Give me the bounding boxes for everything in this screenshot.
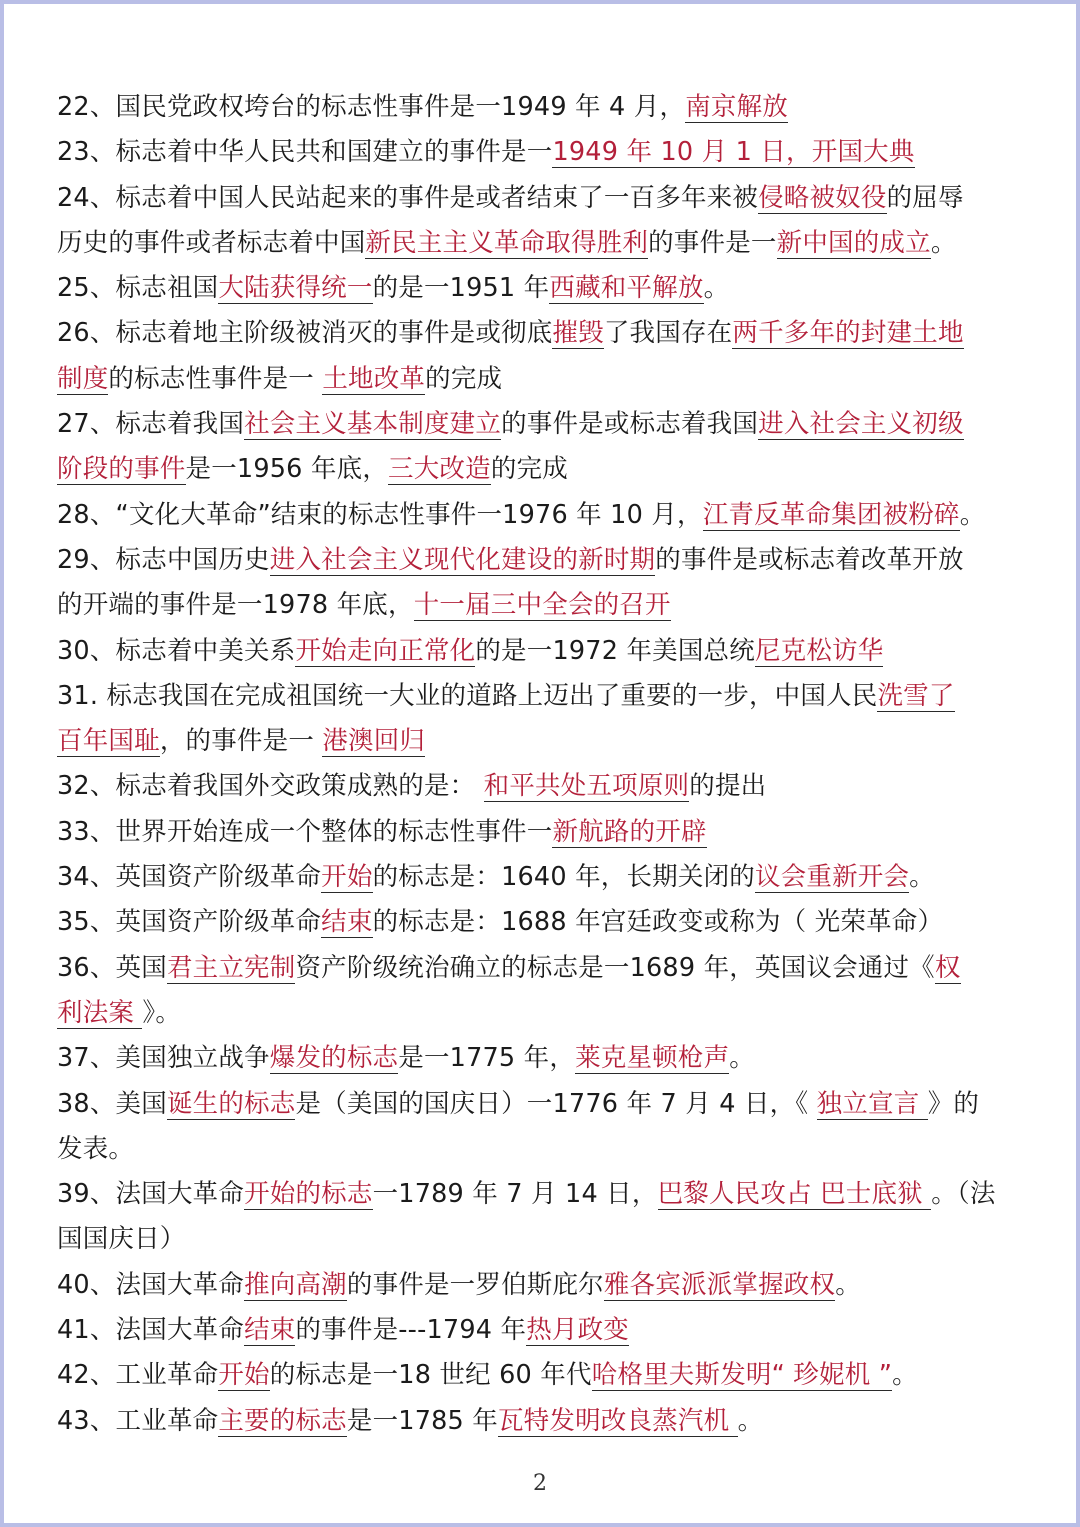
line-text: 的标志是一18 世纪 60 年代 bbox=[269, 1360, 592, 1391]
line-text: 的事件是一 bbox=[648, 227, 777, 258]
highlighted-answer: 雅各宾派派掌握政权 bbox=[603, 1269, 836, 1300]
page-number: 2 bbox=[533, 1471, 547, 1496]
highlighted-answer: 巴黎人民攻占 巴士底狱 bbox=[657, 1179, 932, 1210]
highlighted-answer: 推向高潮 bbox=[244, 1269, 347, 1300]
line-text: ，的事件是一 bbox=[159, 726, 323, 757]
line-text: 历史的事件或者标志着中国 bbox=[57, 227, 366, 258]
text-line bbox=[57, 85, 1037, 130]
text-line bbox=[57, 1353, 1037, 1398]
highlighted-answer: 开始走向正常化 bbox=[295, 635, 476, 666]
line-text: 的事件是一罗伯斯庇尔 bbox=[346, 1269, 604, 1300]
line-text: 23、标志着中华人民共和国建立的事件是一 bbox=[57, 137, 553, 168]
highlighted-answer: 江青反革命集团被粉碎 bbox=[702, 499, 960, 530]
highlighted-answer: 开始 bbox=[218, 1360, 270, 1391]
line-text: 25、标志祖国 bbox=[57, 273, 219, 304]
line-text: 43、工业革命 bbox=[57, 1405, 219, 1436]
highlighted-answer: 莱克星顿枪声 bbox=[575, 1043, 730, 1074]
highlighted-answer: 港澳回归 bbox=[322, 726, 426, 757]
text-line bbox=[57, 719, 1037, 764]
line-text: 33、世界开始连成一个整体的标志性事件一 bbox=[57, 816, 553, 847]
text-line bbox=[57, 357, 1037, 402]
highlighted-answer: 利法案 bbox=[57, 997, 143, 1028]
text-line bbox=[57, 402, 1037, 447]
line-text: 的标志性事件是一 bbox=[108, 363, 323, 394]
line-text: 》。 bbox=[142, 997, 182, 1028]
line-text: 。（法 bbox=[931, 1179, 996, 1210]
highlighted-answer: 新航路的开辟 bbox=[552, 816, 707, 847]
line-text: 26、标志着地主阶级被消灭的事件是或彻底 bbox=[57, 318, 553, 349]
line-text: 的完成 bbox=[490, 454, 568, 485]
line-text: 。 bbox=[892, 1360, 918, 1391]
line-text: 。 bbox=[959, 499, 986, 530]
line-text: 24、标志着中国人民站起来的事件是或者结束了一百多年来被 bbox=[57, 182, 759, 213]
line-text: 30、标志着中美关系 bbox=[57, 635, 296, 666]
line-text: 是一1785 年 bbox=[346, 1405, 498, 1436]
text-line bbox=[57, 493, 1037, 538]
highlighted-answer: 进入社会主义初级 bbox=[758, 409, 964, 440]
text-line bbox=[57, 221, 1037, 266]
text-line bbox=[57, 946, 1037, 991]
line-text: 29、标志中国历史 bbox=[57, 544, 270, 575]
highlighted-answer: 权 bbox=[934, 952, 961, 983]
line-text: 。 bbox=[737, 1405, 764, 1436]
text-line bbox=[57, 900, 1037, 945]
text-line bbox=[57, 855, 1037, 900]
line-text: 的屈辱 bbox=[886, 182, 964, 213]
highlighted-answer: 主要的标志 bbox=[218, 1405, 347, 1436]
line-text: 。 bbox=[930, 227, 957, 258]
line-text: 28、“文化大革命”结束的标志性事件一1976 年 10 月， bbox=[57, 499, 703, 530]
highlighted-answer: 瓦特发明改良蒸汽机 bbox=[497, 1405, 738, 1436]
highlighted-answer: 开始的标志 bbox=[244, 1179, 373, 1210]
line-text: 的完成 bbox=[425, 363, 503, 394]
line-text: 》的 bbox=[927, 1088, 980, 1119]
line-text: 38、美国 bbox=[57, 1088, 167, 1119]
line-text: 的标志是：1640 年，长期关闭的 bbox=[372, 862, 755, 893]
line-text: 了我国存在 bbox=[603, 318, 733, 349]
text-line bbox=[57, 538, 1037, 583]
text-line bbox=[57, 447, 1037, 492]
highlighted-answer: 君主立宪制 bbox=[166, 952, 296, 983]
highlighted-answer: 两千多年的封建土地 bbox=[732, 318, 964, 349]
line-text: 42、工业革命 bbox=[57, 1360, 219, 1391]
text-line bbox=[57, 1308, 1037, 1353]
line-text: 是一1956 年底， bbox=[185, 454, 389, 485]
line-text: 一1789 年 7 月 14 日， bbox=[372, 1179, 658, 1210]
highlighted-answer: 哈格里夫斯发明“ 珍妮机 ” bbox=[591, 1360, 893, 1391]
line-text: 。 bbox=[909, 862, 935, 893]
line-text: 是一1775 年， bbox=[398, 1043, 576, 1074]
line-text: 41、法国大革命 bbox=[57, 1315, 245, 1346]
line-text: 的是一1951 年 bbox=[372, 273, 550, 304]
highlighted-answer: 诞生的标志 bbox=[166, 1088, 296, 1119]
highlighted-answer: 议会重新开会 bbox=[754, 862, 910, 893]
line-text: 资产阶级统治确立的标志是一1689 年，英国议会通过《 bbox=[295, 952, 935, 983]
text-line bbox=[57, 629, 1037, 674]
document-body bbox=[57, 85, 1037, 1444]
highlighted-answer: 制度 bbox=[57, 363, 109, 394]
line-text: 。 bbox=[729, 1043, 755, 1074]
text-line bbox=[57, 1172, 1037, 1217]
highlighted-answer: 南京解放 bbox=[685, 92, 788, 122]
line-text: 的提出 bbox=[689, 771, 767, 802]
text-line bbox=[57, 1082, 1037, 1127]
text-line bbox=[57, 810, 1037, 855]
line-text: 35、英国资产阶级革命 bbox=[57, 907, 322, 938]
line-text: 。 bbox=[703, 273, 730, 304]
highlighted-answer: 摧毁 bbox=[552, 318, 604, 349]
line-text: 37、美国独立战争 bbox=[57, 1043, 270, 1074]
highlighted-answer: 1949 年 10 月 1 日，开国大典 bbox=[552, 137, 915, 168]
text-line bbox=[57, 1399, 1037, 1444]
line-text: 的标志是：1688 年宫廷政变或称为（ 光荣革命） bbox=[372, 907, 944, 938]
text-line bbox=[57, 1263, 1037, 1308]
text-line bbox=[57, 1217, 1037, 1262]
line-text: 40、法国大革命 bbox=[57, 1269, 245, 1300]
document-page bbox=[4, 4, 1076, 1523]
line-text: 36、英国 bbox=[57, 952, 167, 983]
line-text: 32、标志着我国外交政策成熟的是： bbox=[57, 771, 484, 802]
line-text: 的是一1972 年美国总统 bbox=[475, 635, 755, 666]
line-text: 的开端的事件是一1978 年底， bbox=[57, 590, 414, 621]
highlighted-answer: 结束 bbox=[321, 907, 373, 938]
highlighted-answer: 社会主义基本制度建立 bbox=[244, 409, 502, 440]
text-line bbox=[57, 674, 1037, 719]
highlighted-answer: 和平共处五项原则 bbox=[483, 771, 690, 802]
text-line bbox=[57, 130, 1037, 175]
line-text: 27、标志着我国 bbox=[57, 409, 245, 440]
text-line bbox=[57, 1127, 1037, 1172]
line-text: 的事件是---1794 年 bbox=[295, 1315, 527, 1346]
line-text: 22、国民党政权垮台的标志性事件是一1949 年 4 月， bbox=[57, 92, 686, 122]
text-line bbox=[57, 1036, 1037, 1081]
highlighted-answer: 西藏和平解放 bbox=[549, 273, 704, 304]
highlighted-answer: 结束 bbox=[244, 1315, 296, 1346]
highlighted-answer: 十一届三中全会的召开 bbox=[413, 590, 671, 621]
text-line bbox=[57, 266, 1037, 311]
highlighted-answer: 进入社会主义现代化建设的新时期 bbox=[269, 544, 656, 575]
line-text: 的事件是或标志着我国 bbox=[501, 409, 759, 440]
highlighted-answer: 土地改革 bbox=[322, 363, 426, 394]
highlighted-answer: 开始 bbox=[321, 862, 373, 893]
highlighted-answer: 热月政变 bbox=[526, 1315, 629, 1346]
highlighted-answer: 三大改造 bbox=[388, 454, 491, 485]
text-line bbox=[57, 991, 1037, 1036]
line-text: 39、法国大革命 bbox=[57, 1179, 245, 1210]
highlighted-answer: 侵略被奴役 bbox=[758, 182, 887, 213]
highlighted-answer: 阶段的事件 bbox=[57, 454, 186, 485]
text-line bbox=[57, 176, 1037, 221]
highlighted-answer: 尼克松访华 bbox=[754, 635, 884, 666]
highlighted-answer: 大陆获得统一 bbox=[218, 273, 373, 304]
highlighted-answer: 新中国的成立 bbox=[776, 227, 931, 258]
line-text: 31. 标志我国在完成祖国统一大业的道路上迈出了重要的一步，中国人民 bbox=[57, 680, 878, 711]
line-text: 34、英国资产阶级革命 bbox=[57, 862, 322, 893]
highlighted-answer: 洗雪了 bbox=[877, 680, 955, 711]
text-line bbox=[57, 311, 1037, 356]
line-text: 的事件是或标志着改革开放 bbox=[655, 544, 964, 575]
highlighted-answer: 独立宣言 bbox=[816, 1088, 928, 1119]
highlighted-answer: 百年国耻 bbox=[57, 726, 160, 757]
line-text: 是（美国的国庆日）一1776 年 7 月 4 日，《 bbox=[295, 1088, 817, 1119]
line-text: 发表。 bbox=[57, 1133, 135, 1164]
highlighted-answer: 爆发的标志 bbox=[269, 1043, 399, 1074]
line-text: 国国庆日） bbox=[57, 1224, 186, 1255]
text-line bbox=[57, 764, 1037, 809]
highlighted-answer: 新民主主义革命取得胜利 bbox=[365, 227, 649, 258]
line-text: 。 bbox=[835, 1269, 861, 1300]
text-line bbox=[57, 583, 1037, 628]
